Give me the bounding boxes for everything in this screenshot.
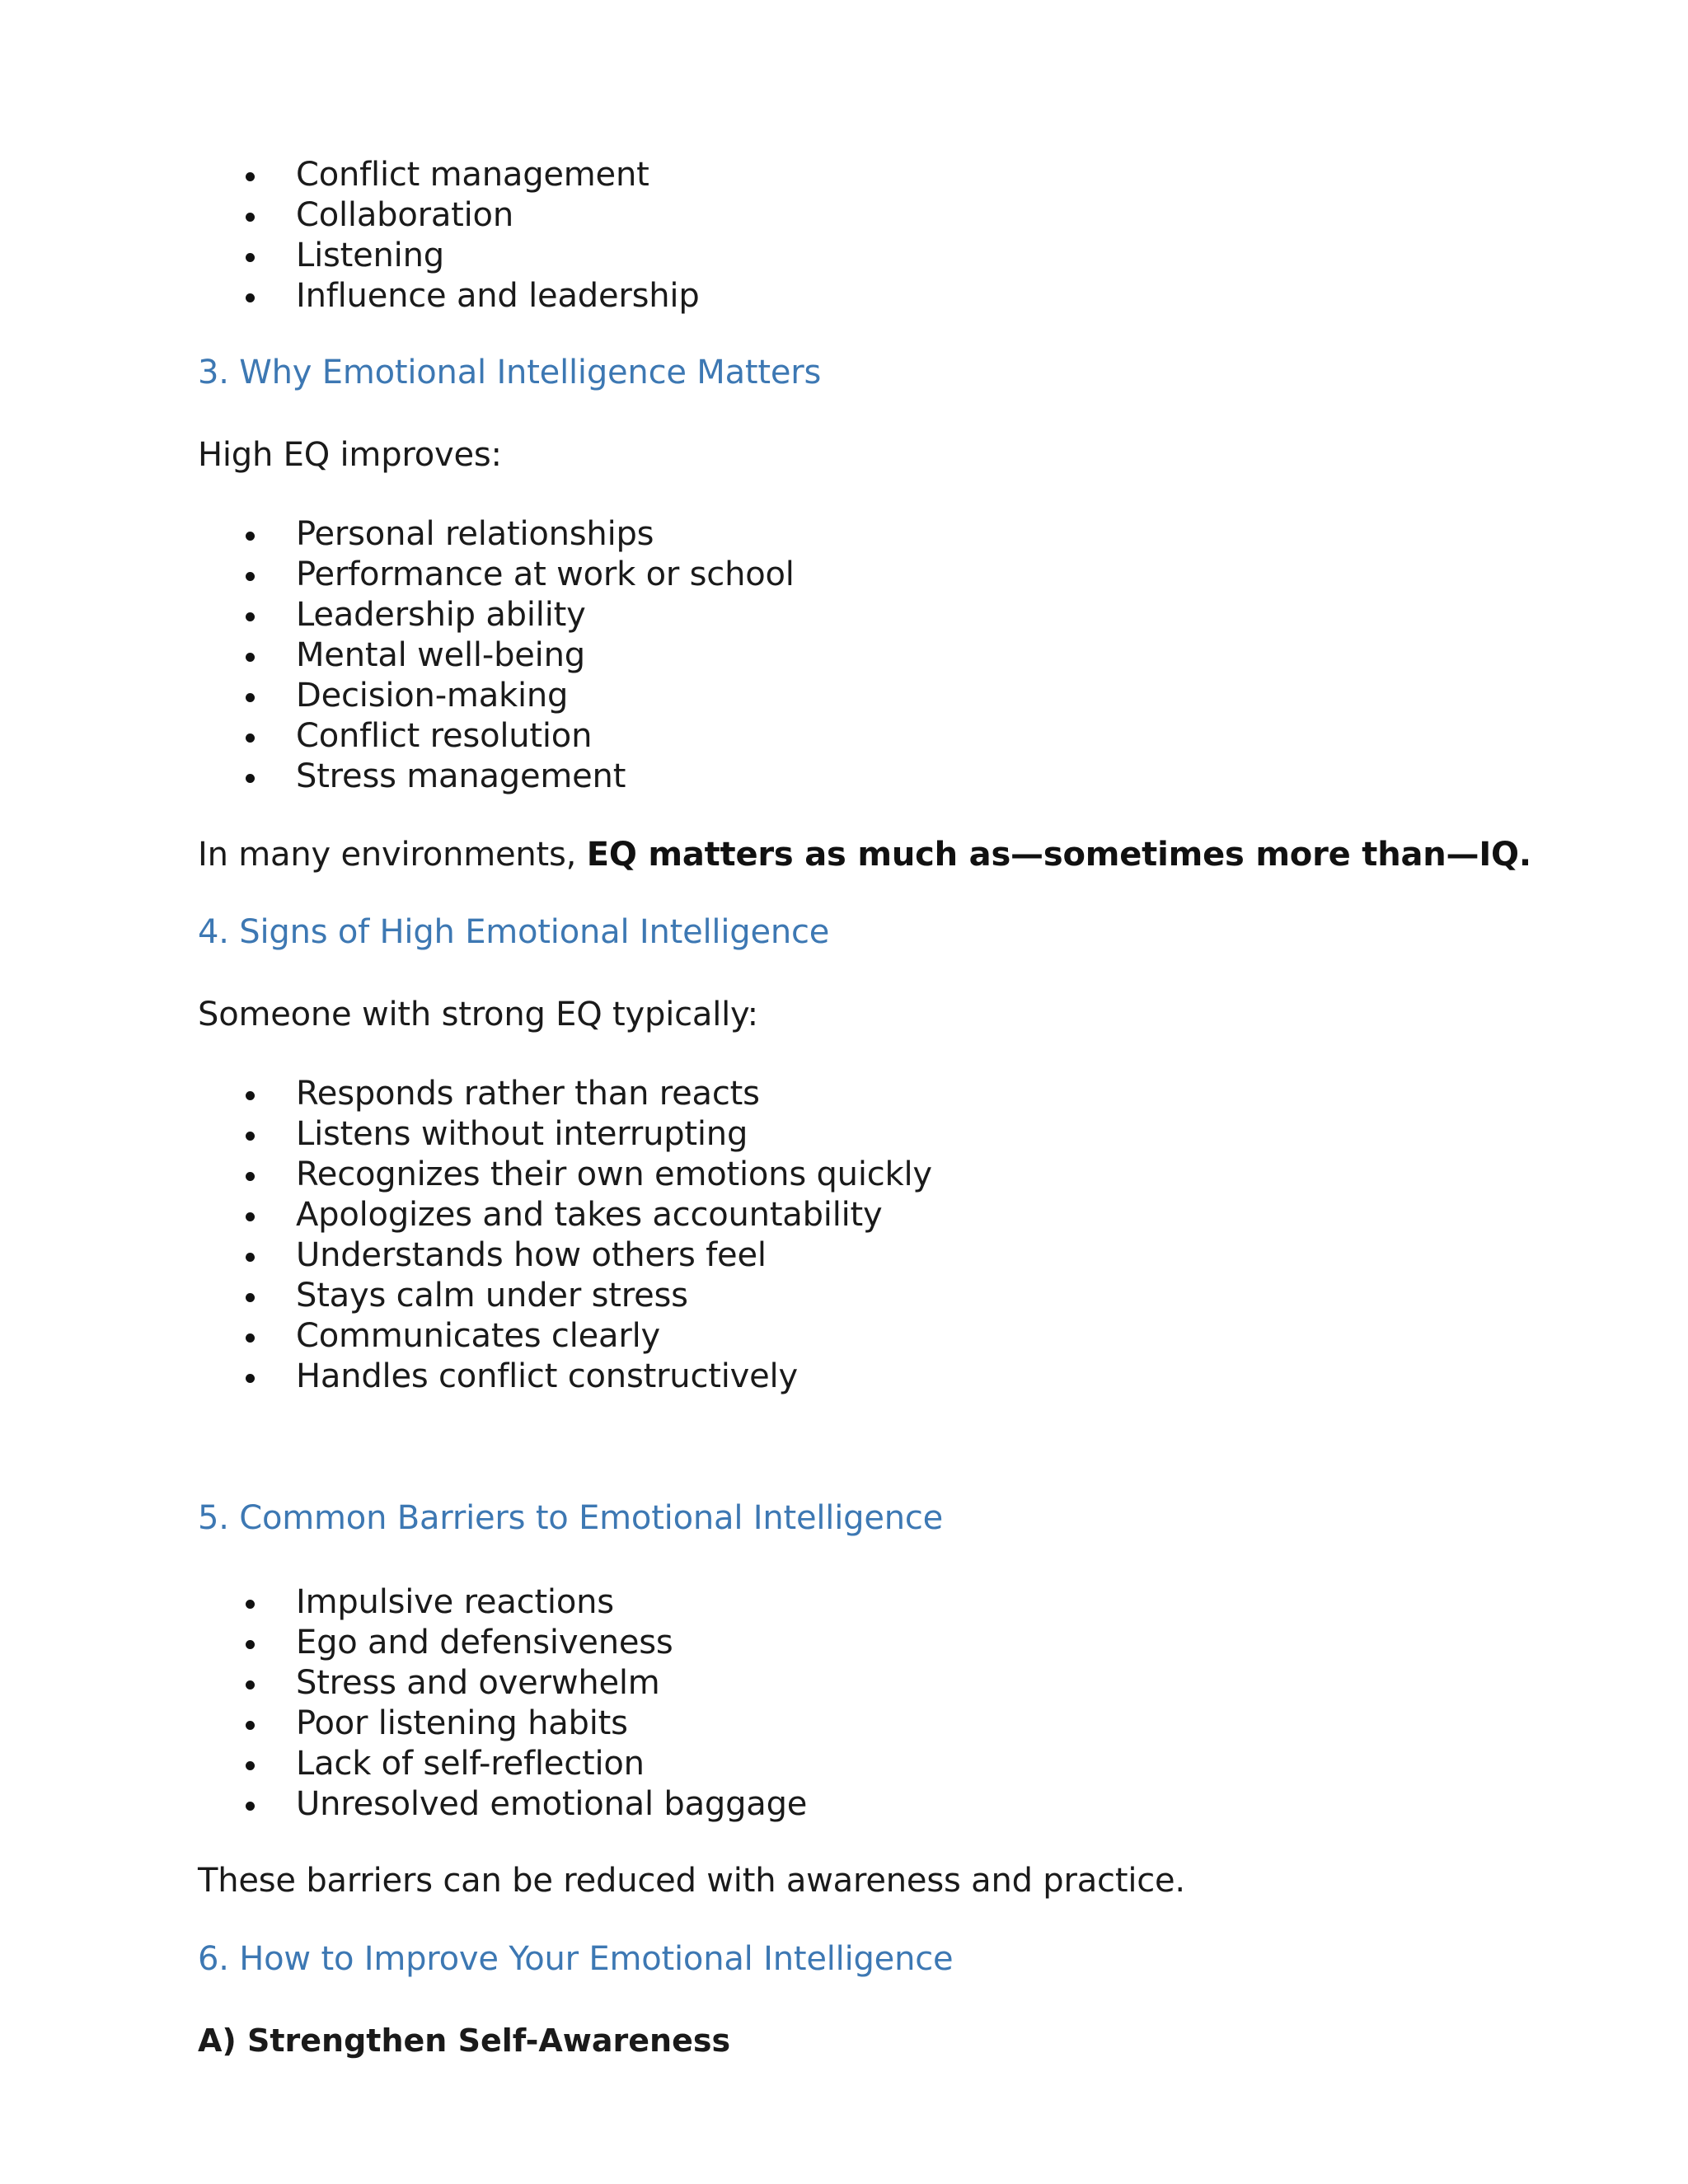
- subheading-strengthen-self-awareness: A) Strengthen Self-Awareness: [198, 2022, 731, 2059]
- list-item: [0, 1663, 807, 1704]
- list-item: [0, 555, 795, 595]
- bullet-list-barriers: [0, 1582, 807, 1825]
- list-item-text: Unresolved emotional baggage: [296, 1785, 808, 1823]
- list-item-text: Stress and overwhelm: [296, 1664, 660, 1702]
- section-heading-why-eq-matters: 3. Why Emotional Intelligence Matters: [198, 354, 822, 391]
- bullet-icon: [246, 1680, 255, 1690]
- bullet-icon: [246, 653, 255, 662]
- list-item-text: Listens without interrupting: [296, 1115, 748, 1153]
- bullet-icon: [246, 1132, 255, 1141]
- section3-intro: High EQ improves:: [198, 436, 502, 474]
- list-item-text: Listening: [296, 237, 444, 274]
- list-item-text: Leadership ability: [296, 596, 586, 634]
- bullet-list-eq-improves: [0, 514, 795, 797]
- list-item-text: Poor listening habits: [296, 1704, 628, 1742]
- list-item-text: Collaboration: [296, 196, 513, 234]
- list-item: [0, 1316, 932, 1357]
- list-item: [0, 1155, 932, 1195]
- list-item-text: Performance at work or school: [296, 555, 795, 593]
- list-item-text: Influence and leadership: [296, 277, 700, 315]
- section5-closing: These barriers can be reduced with awareness and practice.: [198, 1862, 1185, 1900]
- bullet-list-signs: [0, 1074, 932, 1397]
- list-item: [0, 1582, 807, 1623]
- bullet-icon: [246, 1212, 255, 1221]
- bullet-icon: [246, 1172, 255, 1181]
- list-item: [0, 676, 795, 716]
- list-item-text: Conflict management: [296, 156, 649, 194]
- list-item-text: Conflict resolution: [296, 717, 593, 755]
- list-item: [0, 716, 795, 757]
- list-item: [0, 595, 795, 635]
- list-item: [0, 236, 700, 276]
- bullet-icon: [246, 774, 255, 783]
- bullet-icon: [246, 1600, 255, 1609]
- list-item-text: Personal relationships: [296, 515, 654, 553]
- list-item-text: Ego and defensiveness: [296, 1624, 673, 1661]
- bullet-icon: [246, 1761, 255, 1770]
- list-item: [0, 1074, 932, 1114]
- list-item-text: Apologizes and takes accountability: [296, 1196, 883, 1234]
- list-item: [0, 635, 795, 676]
- list-item-text: Lack of self-reflection: [296, 1745, 645, 1783]
- closing-emphasis: EQ matters as much as—sometimes more than—IQ.: [586, 836, 1531, 874]
- bullet-icon: [246, 1374, 255, 1383]
- list-item: [0, 1623, 807, 1663]
- list-item-text: Mental well-being: [296, 636, 585, 674]
- section-heading-common-barriers: 5. Common Barriers to Emotional Intelligence: [198, 1499, 944, 1537]
- list-item-text: Responds rather than reacts: [296, 1075, 760, 1113]
- closing-prefix: In many environments,: [198, 836, 587, 874]
- list-item-text: Recognizes their own emotions quickly: [296, 1155, 932, 1193]
- list-item-text: Communicates clearly: [296, 1317, 660, 1355]
- list-item: [0, 1704, 807, 1744]
- bullet-icon: [246, 1802, 255, 1811]
- list-item-text: Impulsive reactions: [296, 1583, 614, 1621]
- bullet-icon: [246, 612, 255, 621]
- section3-closing: [198, 835, 1531, 875]
- bullet-icon: [246, 1293, 255, 1302]
- section4-intro: Someone with strong EQ typically:: [198, 996, 758, 1033]
- list-item-text: Understands how others feel: [296, 1236, 767, 1274]
- bullet-icon: [246, 693, 255, 702]
- list-item: [0, 1276, 932, 1316]
- bullet-icon: [246, 213, 255, 222]
- list-item: [0, 1744, 807, 1784]
- bullet-icon: [246, 1640, 255, 1649]
- list-item: [0, 514, 795, 555]
- list-item: [0, 1784, 807, 1825]
- list-item-text: Decision-making: [296, 677, 569, 715]
- list-item: [0, 195, 700, 236]
- list-item: [0, 1357, 932, 1397]
- list-item-text: Stress management: [296, 757, 626, 795]
- list-item: [0, 1195, 932, 1235]
- list-item-text: Handles conflict constructively: [296, 1357, 798, 1395]
- bullet-icon: [246, 1253, 255, 1262]
- bullet-icon: [246, 532, 255, 541]
- bullet-icon: [246, 572, 255, 581]
- bullet-list-top: [0, 155, 700, 316]
- list-item: [0, 155, 700, 195]
- bullet-icon: [246, 1333, 255, 1343]
- list-item: [0, 1114, 932, 1155]
- list-item: [0, 276, 700, 316]
- section-heading-how-to-improve: 6. How to Improve Your Emotional Intelligence: [198, 1940, 954, 1978]
- section-heading-signs-of-high-eq: 4. Signs of High Emotional Intelligence: [198, 913, 830, 951]
- bullet-icon: [246, 1721, 255, 1730]
- list-item: [0, 1235, 932, 1276]
- bullet-icon: [246, 172, 255, 181]
- bullet-icon: [246, 1091, 255, 1100]
- bullet-icon: [246, 293, 255, 302]
- list-item-text: Stays calm under stress: [296, 1277, 688, 1315]
- bullet-icon: [246, 733, 255, 743]
- bullet-icon: [246, 253, 255, 262]
- list-item: [0, 757, 795, 797]
